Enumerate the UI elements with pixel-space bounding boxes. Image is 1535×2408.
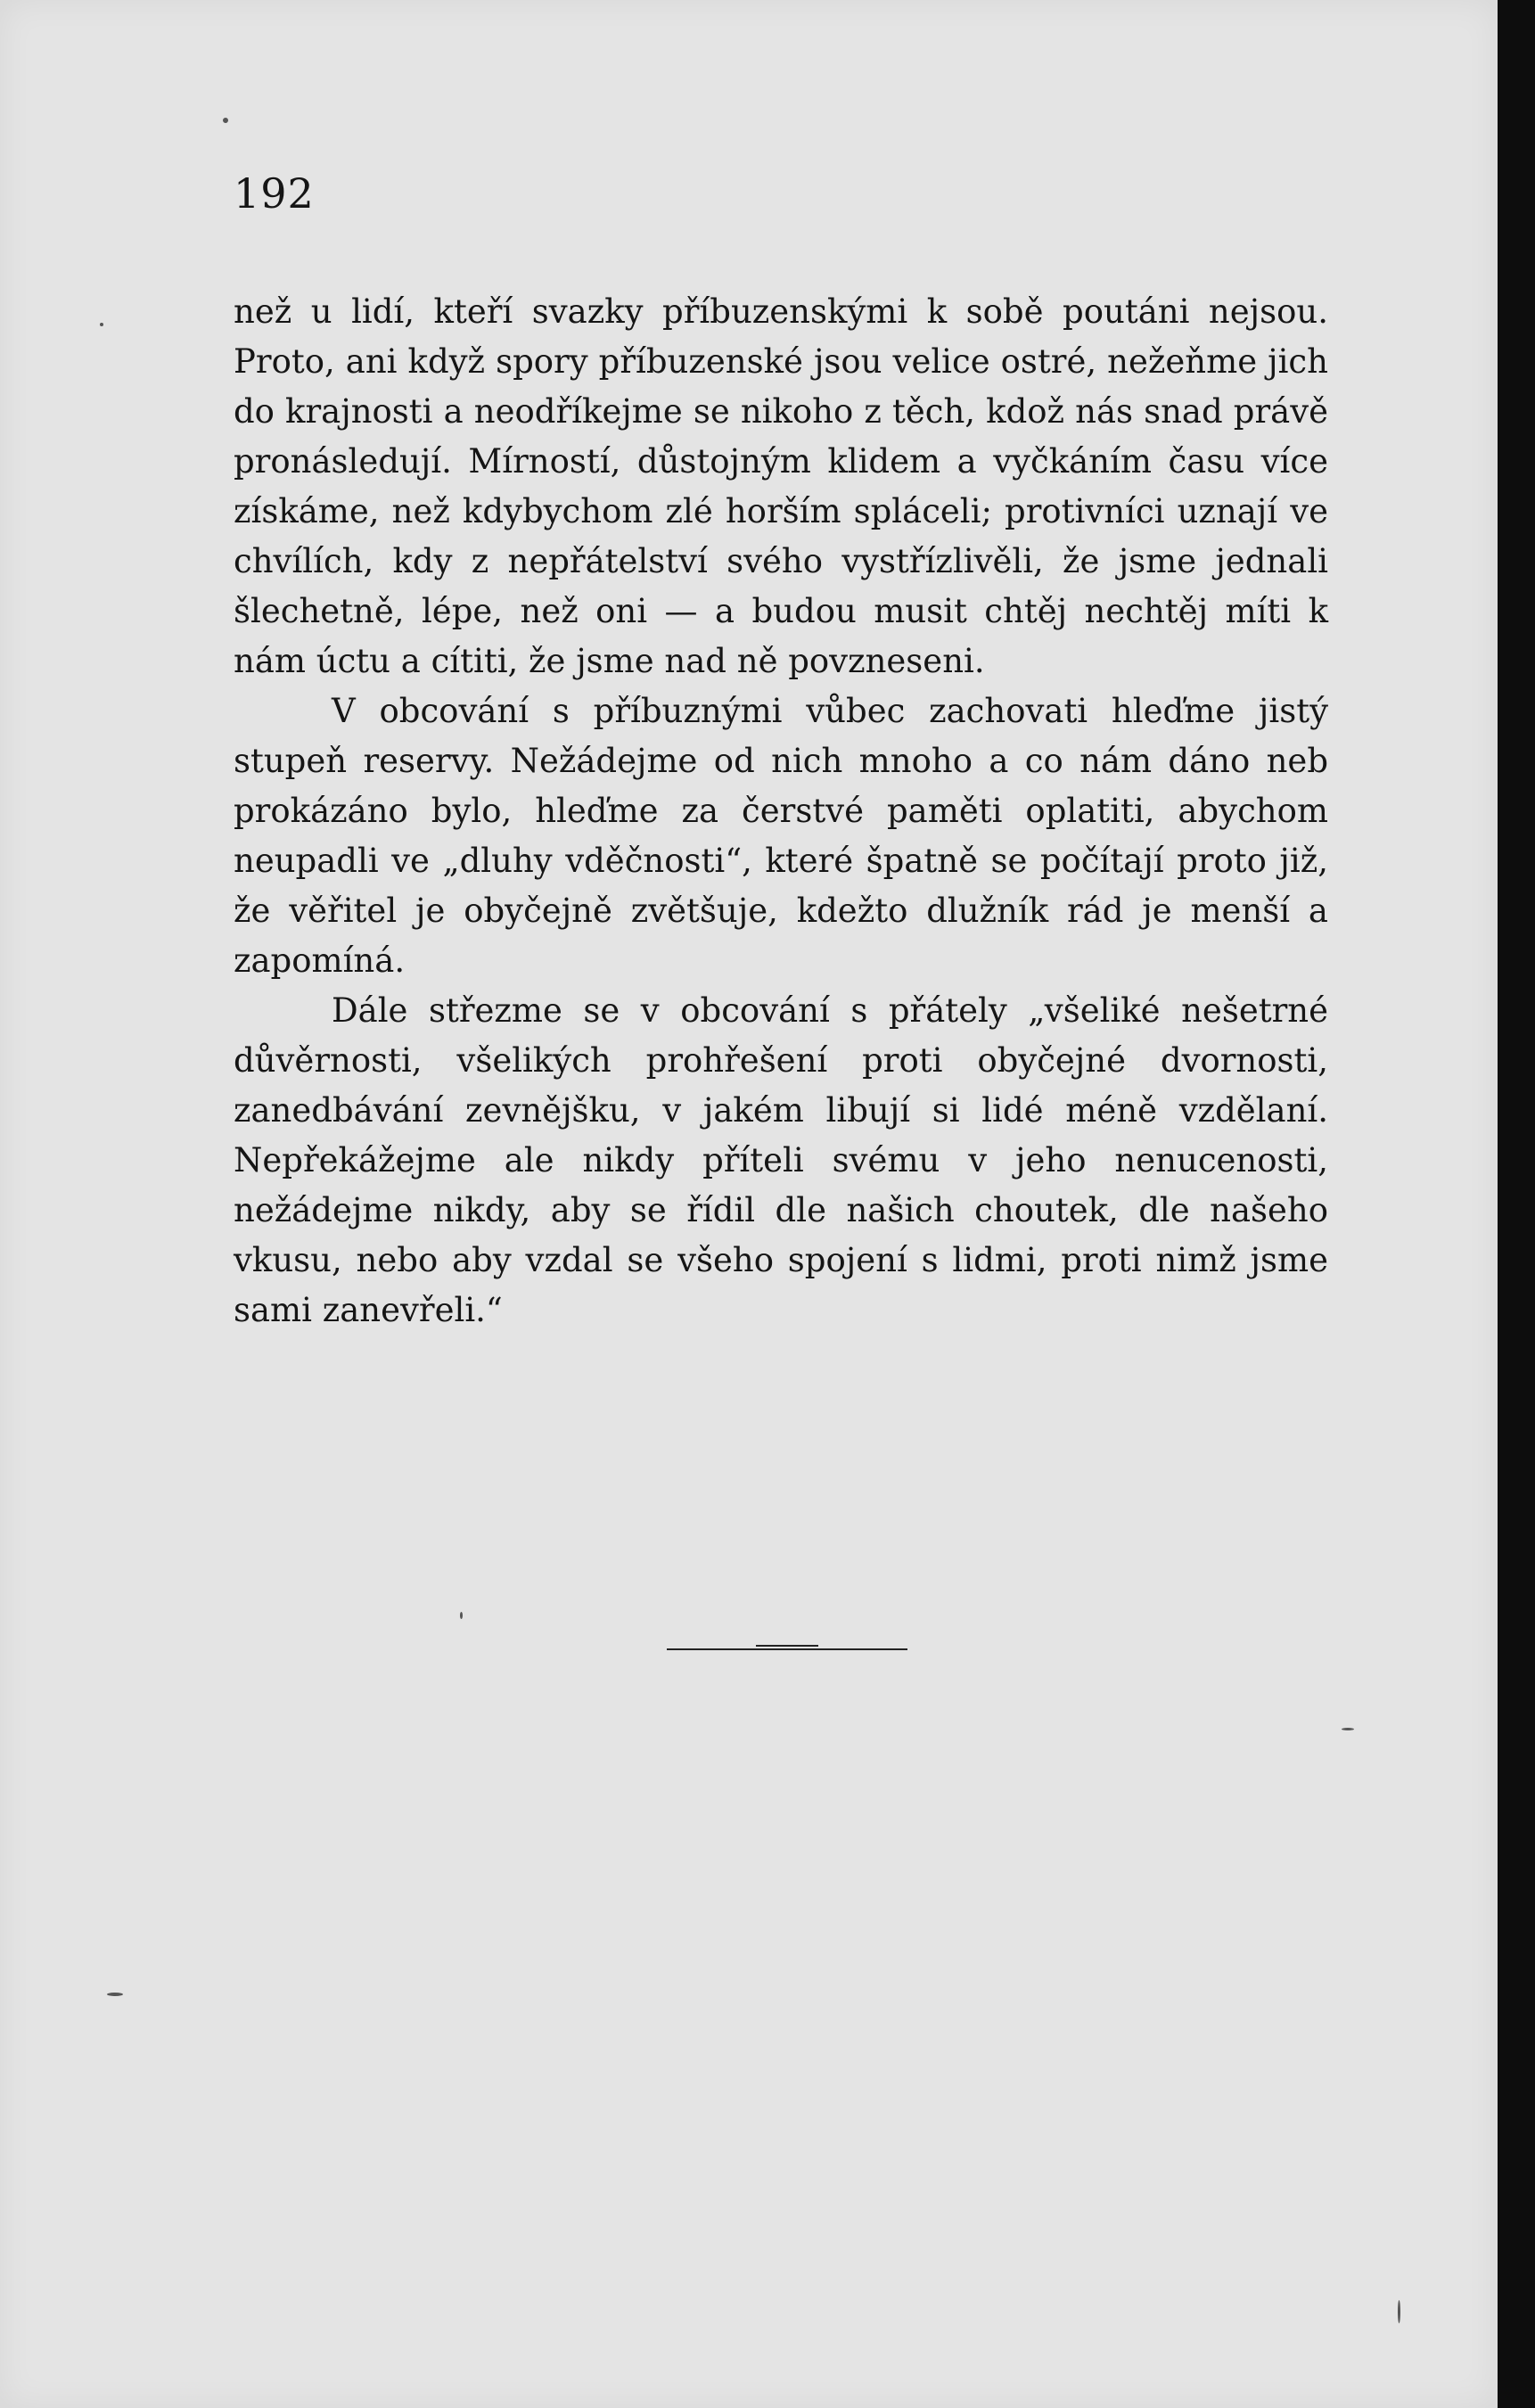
paper-speck [460, 1612, 463, 1619]
paper-speck [1398, 2300, 1400, 2323]
section-end-rule [667, 1648, 907, 1650]
paper-speck [223, 118, 228, 123]
paper-speck [1342, 1728, 1354, 1730]
paragraph-3: Dále střezme se v obcování s přátely „všeliké nešetrné důvěrnosti, všelikých prohřešení proti obyčejné dvornosti, zanedbávání zevnějšku, v jakém libují si lidé méně vzdělaní. Nepřekážejme ale nikdy příteli svému v jeho nenucenosti, nežádejme nikdy, aby se řídil dle našich choutek, dle našeho vkusu, nebo aby vzdal se všeho spojení s lidmi, proti nimž jsme sami zanevřeli.“ [234, 991, 1328, 1329]
section-end-rule-accent [756, 1645, 818, 1647]
paper-speck [107, 1993, 123, 1996]
paper-speck [100, 323, 103, 326]
paragraph-1: než u lidí, kteří svazky příbuzenskými k sobě poutáni nejsou. Proto, ani když spory příbuzenské jsou velice ostré, nežeňme jich do krajnosti a neodříkejme se nikoho z těch, kdož nás snad právě pronásledují. Mírností, důstojným klidem a vyčkáním času více získáme, než kdybychom zlé horším spláceli; protivníci uznají ve chvílích, kdy z nepřátelství svého vystřízlivěli, že jsme jednali šlechetně, lépe, než oni — a budou musit chtěj nechtěj míti k nám úctu a cítiti, že jsme nad ně povzneseni. [234, 292, 1328, 680]
paragraph-2: V obcování s příbuznými vůbec zachovati hleďme jistý stupeň reservy. Nežádejme od nich mnoho a co nám dáno neb prokázáno bylo, hleďme za čerstvé paměti oplatiti, abychom neupadli ve „dluhy vděčnosti“, které špatně se počítají proto již, že věřitel je obyčejně zvětšuje, kdežto dlužník rád je menší a zapomíná. [234, 692, 1328, 980]
body-text [234, 287, 1328, 1335]
page-number: 192 [234, 169, 315, 218]
